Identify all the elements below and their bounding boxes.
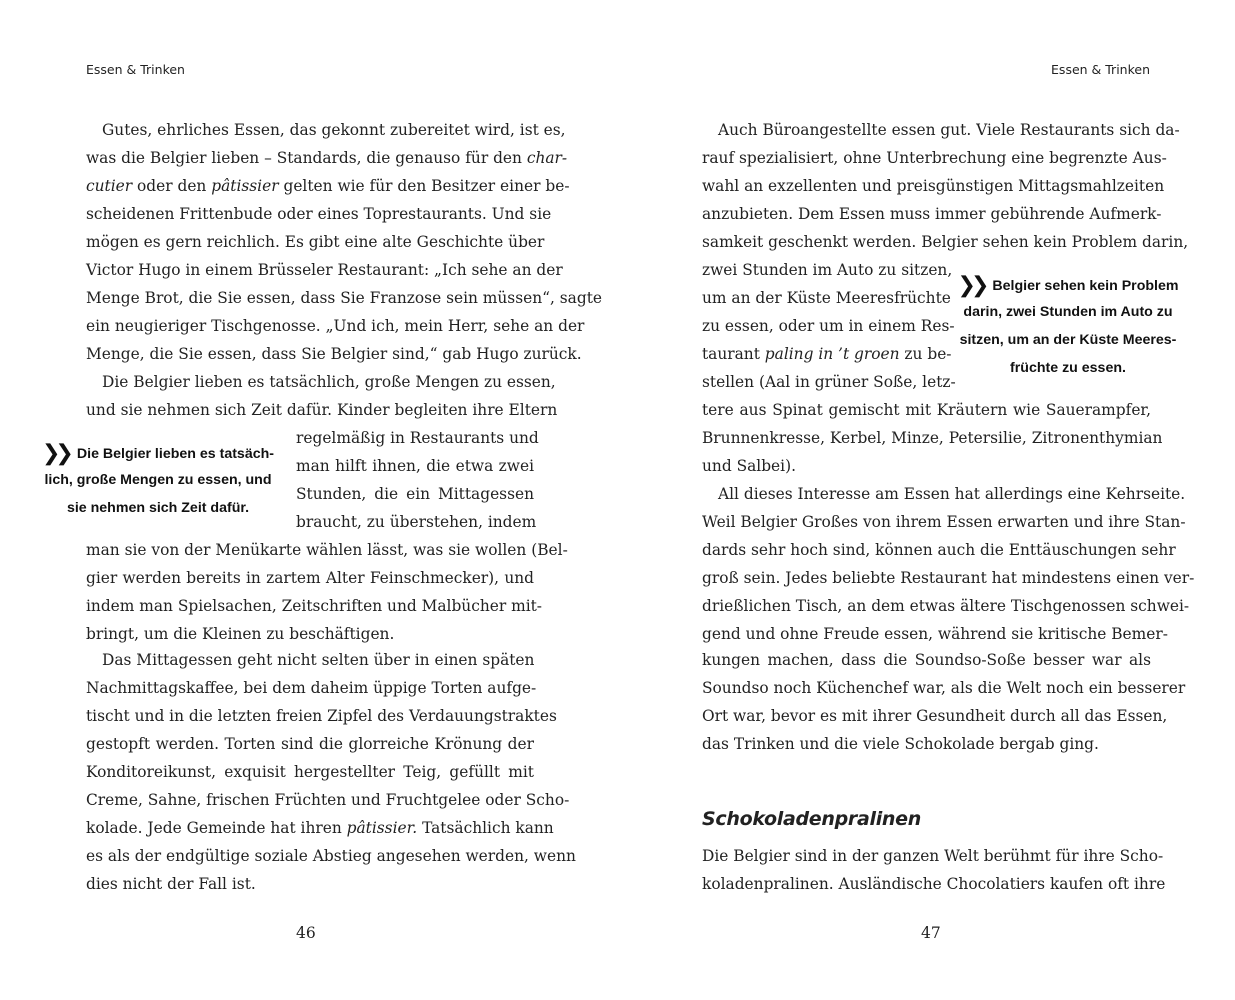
pull-quote-line: sitzen, um an der Küste Meeres-	[959, 332, 1177, 348]
body-line: wahl an exzellenten und preisgünstigen Mittagsmahlzeiten	[702, 177, 1165, 195]
body-line: um an der Küste Meeresfrüchte	[702, 289, 951, 307]
running-head: Essen & Trinken	[86, 62, 185, 77]
body-line: und sie nehmen sich Zeit dafür. Kinder begleiten ihre Eltern	[86, 401, 558, 419]
body-line: braucht, zu überstehen, indem	[296, 513, 537, 531]
body-line: man hilft ihnen, die etwa zwei	[296, 457, 534, 475]
double-chevron-icon: ❯❯	[42, 441, 69, 466]
italic-term: char-	[526, 149, 568, 167]
text-run: taurant	[702, 345, 765, 363]
text-run: zu be-	[899, 345, 952, 363]
body-line: Victor Hugo in einem Brüsseler Restaurant: „Ich sehe an der	[86, 261, 563, 279]
body-line: ein neugieriger Tischgenosse. „Und ich, mein Herr, sehe an der	[86, 317, 585, 335]
body-line: stellen (Aal in grüner Soße, letz-	[702, 373, 956, 391]
pull-quote-line	[952, 270, 1184, 298]
body-line: zu essen, oder um in einem Res-	[702, 317, 955, 335]
text-run: kolade. Jede Gemeinde hat ihren	[86, 819, 347, 837]
body-line: regelmäßig in Restaurants und	[296, 429, 539, 447]
body-line	[86, 172, 570, 200]
text-run: Tatsächlich kann	[417, 819, 554, 837]
body-line: Konditoreikunst, exquisit hergestellter Teig, gefüllt mit	[86, 763, 534, 781]
body-line: Auch Büroangestellte essen gut. Viele Restaurants sich da-	[718, 121, 1180, 139]
body-line: Creme, Sahne, frischen Früchten und Fruchtgelee oder Scho-	[86, 791, 570, 809]
body-line: Weil Belgier Großes von ihrem Essen erwarten und ihre Stan-	[702, 513, 1186, 531]
body-line: Das Mittagessen geht nicht selten über in einen späten	[102, 651, 535, 669]
italic-term: cutier	[86, 177, 133, 195]
body-line: koladenpralinen. Ausländische Chocolatiers kaufen oft ihre	[702, 875, 1166, 893]
body-line: tere aus Spinat gemischt mit Kräutern wie Sauerampfer,	[702, 401, 1151, 419]
body-line: gend und ohne Freude essen, während sie kritische Bemer-	[702, 625, 1168, 643]
body-line: Ort war, bevor es mit ihrer Gesundheit durch all das Essen,	[702, 707, 1168, 725]
pull-quote-text: Belgier sehen kein Problem	[992, 278, 1179, 294]
body-line: Gutes, ehrliches Essen, das gekonnt zubereitet wird, ist es,	[102, 121, 566, 139]
italic-term: pâtissier.	[346, 819, 418, 837]
page-number: 46	[296, 924, 316, 942]
body-line: tischt und in die letzten freien Zipfel des Verdauungstraktes	[86, 707, 557, 725]
body-line: Nachmittagskaffee, bei dem daheim üppige Torten aufge-	[86, 679, 537, 697]
body-line: All dieses Interesse am Essen hat allerdings eine Kehrseite.	[718, 485, 1186, 503]
section-heading: Schokoladenpralinen	[702, 808, 921, 830]
body-line: samkeit geschenkt werden. Belgier sehen kein Problem darin,	[702, 233, 1189, 251]
body-line: groß sein. Jedes beliebte Restaurant hat mindestens einen ver-	[702, 569, 1195, 587]
running-head: Essen & Trinken	[1051, 62, 1150, 77]
pull-quote-line	[38, 438, 278, 466]
pull-quote-line: darin, zwei Stunden im Auto zu	[963, 304, 1173, 320]
body-line: scheidenen Frittenbude oder eines Toprestaurants. Und sie	[86, 205, 552, 223]
left-page	[0, 0, 617, 1000]
pull-quote	[38, 438, 278, 522]
body-line: Brunnenkresse, Kerbel, Minze, Petersilie, Zitronenthymian	[702, 429, 1163, 447]
italic-term: pâtissier	[211, 177, 279, 195]
text-run: was die Belgier lieben – Standards, die genauso für den	[86, 149, 527, 167]
body-line: es als der endgültige soziale Abstieg angesehen werden, wenn	[86, 847, 576, 865]
text-run: oder den	[132, 177, 212, 195]
body-line: Menge, die Sie essen, dass Sie Belgier sind,“ gab Hugo zurück.	[86, 345, 582, 363]
body-line: dards sehr hoch sind, können auch die Enttäuschungen sehr	[702, 541, 1176, 559]
body-line: bringt, um die Kleinen zu beschäftigen.	[86, 625, 395, 643]
italic-term: paling in ’t groen	[764, 345, 900, 363]
body-line: das Trinken und die viele Schokolade bergab ging.	[702, 735, 1099, 753]
text-run: gelten wie für den Besitzer einer be-	[278, 177, 570, 195]
body-line: Die Belgier sind in der ganzen Welt berühmt für ihre Scho-	[702, 847, 1164, 865]
body-line: drießlichen Tisch, an dem etwas ältere Tischgenossen schwei-	[702, 597, 1190, 615]
body-line: Die Belgier lieben es tatsächlich, große Mengen zu essen,	[102, 373, 556, 391]
body-line: gestopft werden. Torten sind die glorreiche Krönung der	[86, 735, 534, 753]
page-number: 47	[921, 924, 941, 942]
pull-quote-line: lich, große Mengen zu essen, und	[44, 472, 272, 488]
pull-quote-line: früchte zu essen.	[1010, 360, 1126, 376]
body-line: zwei Stunden im Auto zu sitzen,	[702, 261, 953, 279]
body-line: und Salbei).	[702, 457, 796, 475]
pull-quote	[952, 270, 1184, 382]
body-line: Stunden, die ein Mittagessen	[296, 485, 534, 503]
body-line: gier werden bereits in zartem Alter Feinschmecker), und	[86, 569, 534, 587]
body-line: indem man Spielsachen, Zeitschriften und Malbücher mit-	[86, 597, 543, 615]
body-line	[86, 144, 568, 172]
double-chevron-icon: ❯❯	[957, 273, 985, 298]
body-line	[702, 340, 952, 368]
pull-quote-line: sie nehmen sich Zeit dafür.	[66, 500, 250, 516]
body-line	[86, 814, 554, 842]
body-line: man sie von der Menükarte wählen lässt, was sie wollen (Bel-	[86, 541, 568, 559]
body-line: Menge Brot, die Sie essen, dass Sie Franzose sein müssen“, sagte	[86, 289, 602, 307]
body-line: Soundso noch Küchenchef war, als die Welt noch ein besserer	[702, 679, 1186, 697]
body-line: anzubieten. Dem Essen muss immer gebührende Aufmerk-	[702, 205, 1162, 223]
body-line: kungen machen, dass die Soundso-Soße besser war als	[702, 651, 1151, 669]
body-line: dies nicht der Fall ist.	[86, 875, 256, 893]
pull-quote-text: Die Belgier lieben es tatsäch-	[76, 446, 274, 462]
body-line: rauf spezialisiert, ohne Unterbrechung eine begrenzte Aus-	[702, 149, 1167, 167]
body-line: mögen es gern reichlich. Es gibt eine alte Geschichte über	[86, 233, 545, 251]
